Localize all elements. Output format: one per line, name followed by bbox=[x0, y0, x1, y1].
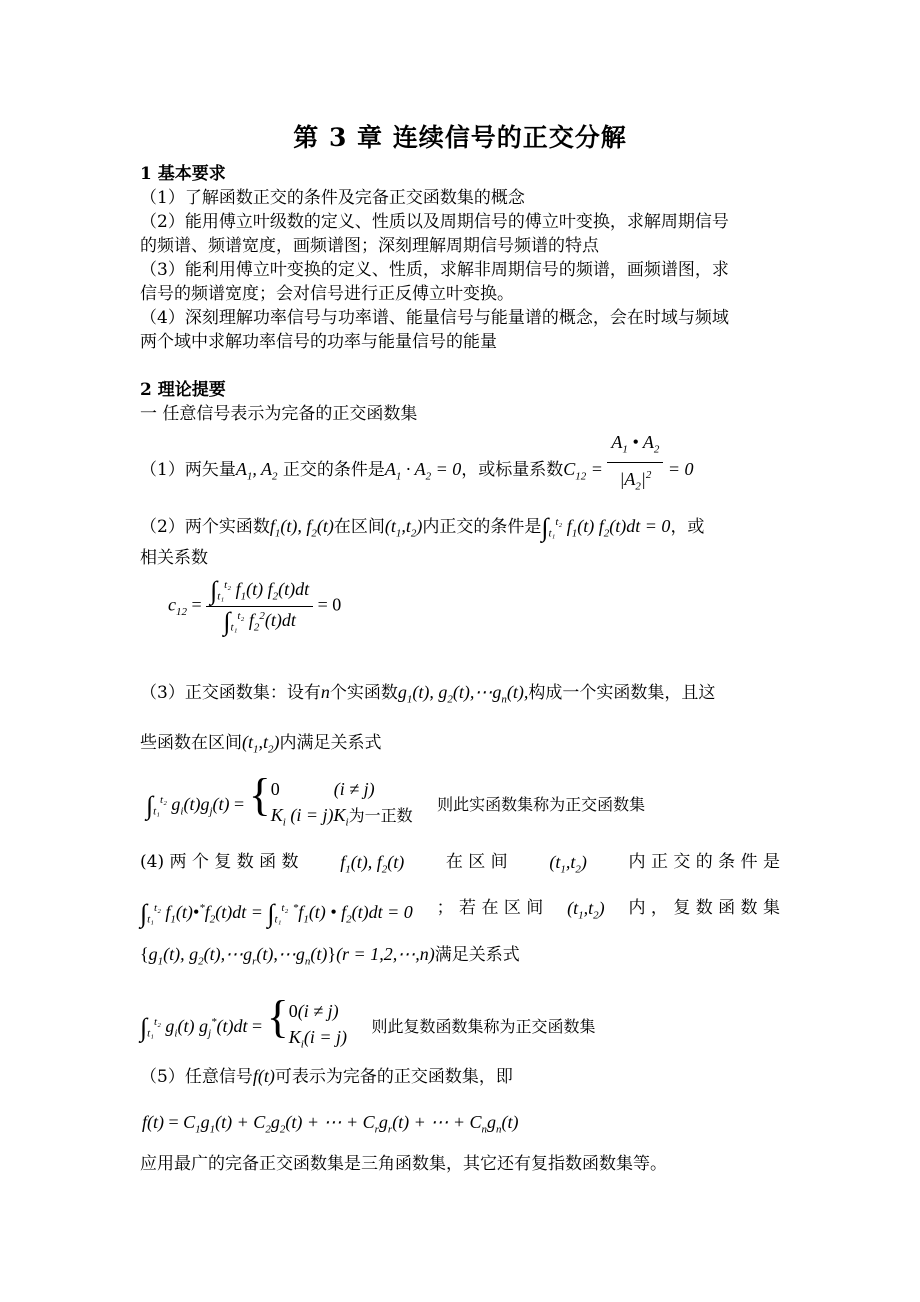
item-3-text-a: （3）正交函数集：设有 bbox=[140, 683, 321, 703]
requirement-2: （2）能用傅立叶级数的定义、性质以及周期信号的傅立叶变换，求解周期信号 bbox=[140, 212, 729, 232]
item-3-cont bbox=[140, 730, 382, 762]
math-interval-4: $(t_1,t_2)$ bbox=[567, 898, 605, 922]
math-f-of-t: f(t) bbox=[252, 1066, 275, 1086]
item-4-line-2 bbox=[140, 896, 780, 932]
requirement-4-cont: 两个域中求解功率信号的功率与能量信号的能量 bbox=[140, 332, 497, 352]
item-4-text-a: (4) 两 个 复 数 函 数 bbox=[140, 852, 299, 872]
math-complex-set: {$g_1(t)$, $g_2(t),\cdots g_r(t),\cdots g_n(t)\}(r$ = 1,2,⋯,n) bbox=[140, 944, 435, 968]
subsection-heading: 一 任意信号表示为完备的正交函数集 bbox=[140, 404, 418, 424]
math-n: n bbox=[320, 682, 330, 702]
item-5-line bbox=[140, 1064, 513, 1089]
item-4-text-d: ； 若 在 区 间 bbox=[436, 898, 544, 918]
math-interval-2: $(t_1,t_2)$ bbox=[242, 732, 280, 756]
item-4-text-c: 内 正 交 的 条 件 是 bbox=[628, 852, 780, 872]
item-3-line bbox=[140, 680, 715, 712]
section-2-heading: 2 理论提要 bbox=[140, 380, 226, 400]
item-4-text-b: 在 区 间 bbox=[445, 852, 508, 872]
item-2-line bbox=[140, 510, 704, 546]
requirement-3: （3）能利用傅立叶变换的定义、性质，求解非周期信号的频谱，画频谱图，求 bbox=[140, 260, 729, 280]
requirement-3-cont: 信号的频谱宽度；会对信号进行正反傅立叶变换。 bbox=[140, 284, 514, 304]
requirement-2-cont: 的频谱、频谱宽度，画频谱图；深刻理解周期信号频谱的特点 bbox=[140, 236, 599, 256]
chapter-title: 第 3 章 连续信号的正交分解 bbox=[293, 123, 627, 152]
case-positive-text: 为一正数 bbox=[348, 806, 413, 826]
item-3-text-c: 构成一个实函数集，且这 bbox=[528, 683, 716, 703]
item-4-line-3 bbox=[140, 942, 520, 974]
item-3-text-e: 内满足关系式 bbox=[279, 733, 382, 753]
math-function-set: $g_1(t)$, $g_2(t),\cdots g_n(t)$, bbox=[397, 682, 529, 706]
item-4-conclusion: 则此复数函数集称为正交函数集 bbox=[371, 1017, 596, 1036]
math-interval-3: $(t_1,t_2)$ bbox=[549, 852, 587, 876]
requirement-1: （1）了解函数正交的条件及完备正交函数集的概念 bbox=[140, 188, 525, 208]
math-dot-product: $A_1 \cdot A_2 = 0$ bbox=[384, 459, 462, 483]
math-real-functions: $f_1(t)$, $f_2(t)$ bbox=[269, 516, 334, 540]
item-5-text-b: 可表示为完备的正交函数集，即 bbox=[274, 1067, 513, 1087]
math-complex-functions: $f_1(t)$, $f_2(t)$ bbox=[340, 852, 405, 876]
item-2-text-c: 内正交的条件是 bbox=[422, 517, 542, 537]
item-1-line bbox=[140, 432, 694, 498]
item-4-line bbox=[140, 850, 780, 882]
item-5-conclusion: 应用最广的完备正交函数集是三角函数集，其它还有复指数函数集等。 bbox=[140, 1154, 667, 1174]
real-orthogonal-set-formula: $\int_{t_1}^{t_2}$ $g_i(t)g_j(t) = \{0$ (i ≠ j) $K_i$ $(i = j)K_i$为一正数 则此实函数集称为正交函数集 bbox=[146, 769, 646, 829]
item-2-text-d: ，或 bbox=[670, 517, 705, 537]
section-1-heading: 1 基本要求 bbox=[140, 164, 226, 184]
math-interval: $(t_1,t_2)$ bbox=[384, 516, 423, 540]
math-orthogonality-integral: $\int_{t_1}^{t_2}$ $f_1(t) f_2(t)dt = 0$ bbox=[541, 512, 671, 542]
item-4-text-f: 满足关系式 bbox=[434, 945, 520, 965]
item-3-text-b: 个实函数 bbox=[329, 683, 398, 703]
complex-orthogonal-set-formula: $\int_{t_1}^{t_2}$ $g_i(t) g_j^*(t)dt = \{0(i \ne j)$ $K_i(i = j)$ 则此复数函数集称为正交函数集 bbox=[140, 991, 596, 1051]
item-2-cont: 相关系数 bbox=[140, 548, 208, 568]
item-3-text-d: 些函数在区间 bbox=[140, 733, 242, 753]
item-2-text-a: （2）两个实函数 bbox=[140, 517, 270, 537]
item-1-text-c: ，或标量系数 bbox=[461, 460, 564, 481]
math-c12: $C_{12}$ = $\frac{A_1 • A_2}{|A_2|^2}$ = 0 bbox=[563, 432, 694, 493]
item-2-text-b: 在区间 bbox=[333, 517, 385, 537]
math-vectors: $A_1$, $A_2$ bbox=[235, 459, 278, 483]
item-4-text-e: 内 ， 复 数 函 数 集 bbox=[628, 898, 780, 918]
item-5-text-a: （5）任意信号 bbox=[140, 1067, 253, 1087]
item-3-conclusion: 则此实函数集称为正交函数集 bbox=[437, 795, 646, 814]
item-1-text-a: （1）两矢量 bbox=[140, 460, 236, 481]
correlation-coefficient-formula: $c_{12}$ = $\frac{\int_{t_1}^{t_2} f_1(t) f_2(t)dt}{\int_{t_1}^{t_2} f_2^2(t)dt}$ = 0 bbox=[168, 576, 342, 636]
math-complex-integral: $\int_{t_1}^{t_2}$ $f_1(t)•^*f_2(t)dt = \int_{t_1}^{t_2}$ $^*f_1(t)$ • $f_2(t)dt = 0$ bbox=[140, 898, 413, 928]
requirement-4: （4）深刻理解功率信号与功率谱、能量信号与能量谱的概念，会在时域与频域 bbox=[140, 308, 729, 328]
expansion-formula: $f(t) = C_1g_1(t) + C_2g_2(t)$ + ⋯ + $C_rg_r(t)$ + ⋯ + $C_ng_n(t)$ bbox=[142, 1112, 519, 1136]
item-1-text-b: 正交的条件是 bbox=[282, 460, 385, 481]
